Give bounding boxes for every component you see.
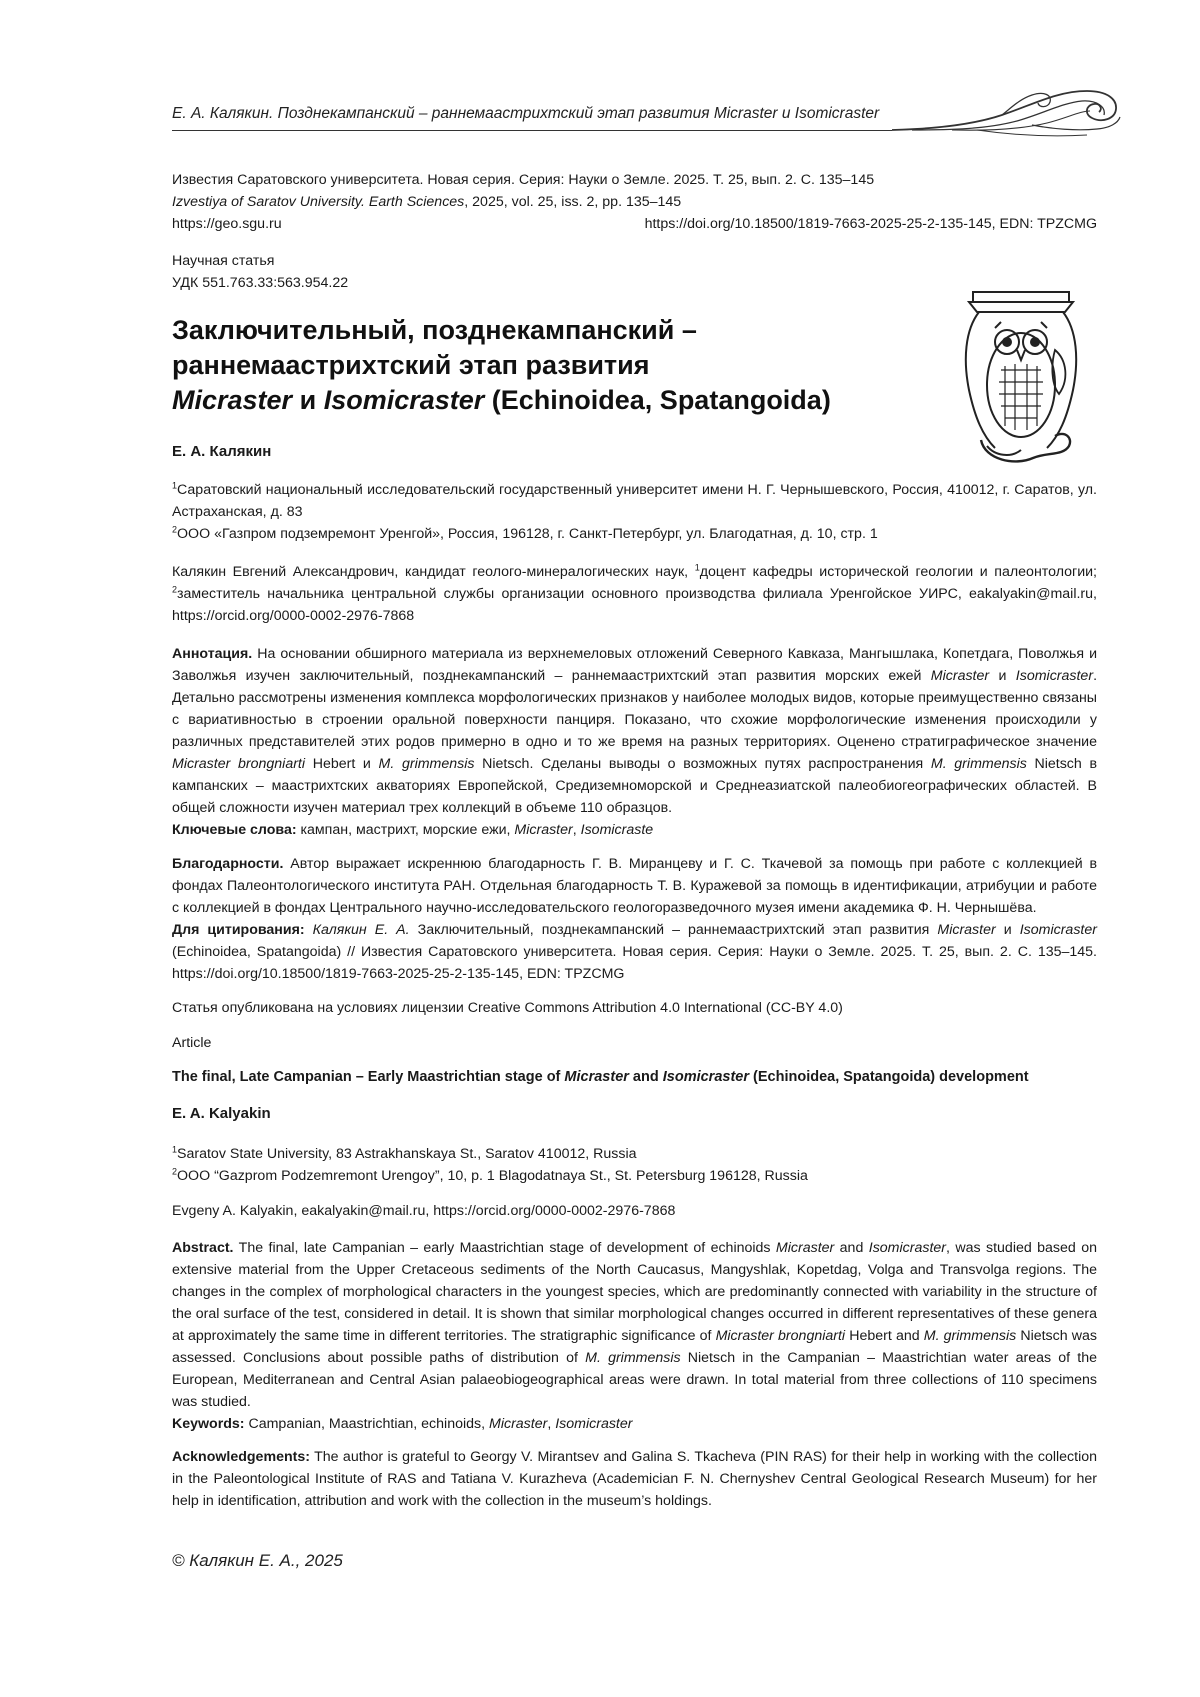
affiliation-ru-2 bbox=[172, 523, 1097, 545]
taxon-name: M. grimmensis bbox=[585, 1350, 681, 1366]
affiliation-en-1 bbox=[172, 1143, 1097, 1165]
title-en-text: The final, Late Campanian – Early Maastrichtian stage of bbox=[172, 1069, 565, 1085]
sup-2: 2 bbox=[172, 584, 178, 595]
citation-text: Заключительный, позднекампанский – раннемаастрихтский этап развития bbox=[409, 922, 938, 938]
acknowledgements-ru bbox=[172, 853, 1097, 919]
abstract-en-text: The final, late Campanian – early Maastrichtian stage of development of echinoids bbox=[233, 1240, 776, 1256]
abstract-en-text: Hebert and bbox=[845, 1328, 924, 1344]
title-en-text: and bbox=[628, 1069, 663, 1085]
affiliations-en bbox=[172, 1143, 1097, 1187]
abstract-ru-text: На основании обширного материала из верхнемеловых отложений Северного Кавказа, Мангышлака, Копетдага, Поволжья и Заволжья изучен заключительный, позднекампанский – раннемаастрихтский этап развития морских ежей bbox=[172, 646, 1097, 684]
citation-author: Калякин Е. А. bbox=[304, 922, 410, 938]
affiliation-ru-2-text: ООО «Газпром подземремонт Уренгой», Россия, 196128, г. Санкт-Петербург, ул. Благодатная, д. 10, стр. 1 bbox=[177, 526, 878, 542]
abstract-ru-text: . Детально рассмотрены изменения комплекса морфологических признаков у наиболее молодых видов, которые преимущественно связаны с вариативностью в строении оральной поверхности панциря. Показано, что схожие морфологические изменения происходили у различных представителей этих родов примерно в одно и то же время на разных территориях. Оценено стратиграфическое значение bbox=[172, 668, 1098, 750]
article-title-en bbox=[172, 1069, 1097, 1085]
taxon-name: Micraster bbox=[489, 1416, 548, 1432]
abstract-ru-text: Hebert и bbox=[305, 756, 379, 772]
citation-ru bbox=[172, 919, 1097, 985]
sup-2: 2 bbox=[172, 524, 178, 535]
taxon-name: Micraster bbox=[775, 1240, 835, 1256]
abstract-ru-text: Nietsch в кампанских – маастрихтских акваториях Европейской, Средиземноморской и Среднеазиатской палеобиогеографических областей. В общей сложности изучен материал трех коллекций в объеме 110 образцов. bbox=[172, 756, 1097, 816]
journal-links bbox=[172, 213, 1097, 235]
citation-ru-label: Для цитирования: bbox=[172, 922, 305, 938]
swirl-ornament-icon bbox=[892, 85, 1122, 141]
abstract-en-text: and bbox=[834, 1240, 869, 1256]
article-type-en: Article bbox=[172, 1035, 212, 1051]
taxon-name: M. grimmensis bbox=[378, 756, 475, 772]
ack-en-text: The author is grateful to Georgy V. Mirantsev and Galina S. Tkacheva (PIN RAS) for their help in working with the collection in the Paleontological Institute of RAS and Tatiana V. Kurazheva (Academician F. N. Chernyshev Central Geological Research Museum) for her help in identification, attribution and work with the collection in the museum’s holdings. bbox=[172, 1449, 1097, 1509]
author-info-en: Evgeny A. Kalyakin, eakalyakin@mail.ru, https://orcid.org/0000-0002-2976-7868 bbox=[172, 1203, 676, 1219]
sup-2: 2 bbox=[172, 1166, 178, 1177]
author-en: E. A. Kalyakin bbox=[172, 1105, 271, 1122]
taxon-name: Micraster bbox=[564, 1069, 629, 1085]
author-info-ru bbox=[172, 561, 1097, 627]
taxon-name: Micraster brongniarti bbox=[172, 756, 306, 772]
license-ru: Статья опубликована на условиях лицензии Creative Commons Attribution 4.0 International (CC-BY 4.0) bbox=[172, 1000, 843, 1016]
title-line-3 bbox=[172, 383, 892, 418]
keywords-en-text: Campanian, Maastrichtian, echinoids, bbox=[244, 1416, 489, 1432]
title-taxon-tail: (Echinoidea, Spatangoida) bbox=[484, 385, 831, 415]
ack-en-label: Acknowledgements: bbox=[172, 1449, 310, 1465]
keywords-ru-text: кампан, мастрихт, морские ежи, bbox=[296, 822, 515, 838]
title-conjunction: и bbox=[292, 385, 324, 415]
affiliation-en-1-text: Saratov State University, 83 Astrakhanskaya St., Saratov 410012, Russia bbox=[177, 1146, 637, 1162]
taxon-name: Isomicraster bbox=[1015, 668, 1094, 684]
abstract-en-label: Abstract. bbox=[172, 1240, 234, 1256]
journal-volume-en: , 2025, vol. 25, iss. 2, pp. 135–145 bbox=[464, 194, 682, 210]
doi-link[interactable]: https://doi.org/10.18500/1819-7663-2025-25-2-135-145, EDN: TPZCMG bbox=[644, 216, 1097, 232]
author-info-ru-part1: Калякин Евгений Александрович, кандидат геолого-минералогических наук, bbox=[172, 564, 695, 580]
article-meta bbox=[172, 250, 1097, 294]
ack-ru-text: Автор выражает искреннюю благодарность Г. В. Миранцеву и Г. С. Ткачевой за помощь при работе с коллекцией в фондах Палеонтологического института РАН. Отдельная благодарность Т. В. Куражевой за помощь в идентификации, атрибуции и работе с коллекцией в фондах Центрального научно-исследовательского геологоразведочного музея имени академика Ф. Н. Чернышёва. bbox=[172, 856, 1097, 916]
abstract-ru-text: и bbox=[989, 668, 1016, 684]
running-header bbox=[172, 103, 1122, 143]
owl-emblem-icon bbox=[955, 290, 1087, 468]
abstract-ru-text: Nietsch. Сделаны выводы о возможных путях распространения bbox=[474, 756, 931, 772]
journal-line-ru: Известия Саратовского университета. Новая серия. Серия: Науки о Земле. 2025. Т. 25, вып. 2. С. 135–145 bbox=[172, 172, 875, 188]
running-header-rule bbox=[172, 130, 892, 131]
journal-site-link[interactable]: https://geo.sgu.ru bbox=[172, 216, 282, 232]
sup-1: 1 bbox=[694, 562, 700, 573]
taxon-name: M. grimmensis bbox=[923, 1328, 1017, 1344]
affiliation-en-2-text: OOO “Gazprom Podzemremont Urengoy”, 10, p. 1 Blagodatnaya St., St. Petersburg 196128, Russia bbox=[177, 1168, 808, 1184]
taxon-name: Isomicraste bbox=[580, 822, 654, 838]
taxon-name: Micraster bbox=[930, 668, 990, 684]
abstract-ru bbox=[172, 643, 1097, 819]
taxon-name: Isomicraster bbox=[868, 1240, 947, 1256]
taxon-name: Micraster bbox=[514, 822, 573, 838]
keywords-separator: , bbox=[547, 1416, 556, 1432]
author-info-ru-part3: заместитель начальника центральной службы организации основного производства филиала Уренгойское УИРС, eakalyakin@mail.ru, https://orcid.org/0000-0002-2976-7868 bbox=[172, 586, 1097, 624]
udk-code: УДК 551.763.33:563.954.22 bbox=[172, 275, 349, 291]
keywords-separator: , bbox=[572, 822, 581, 838]
abstract-en bbox=[172, 1237, 1097, 1413]
taxon-name: Isomicraster bbox=[662, 1069, 749, 1085]
title-genus-isomicraster: Isomicraster bbox=[323, 385, 485, 415]
citation-text: и bbox=[995, 922, 1020, 938]
article-type-ru: Научная статья bbox=[172, 253, 275, 269]
abstract-ru-label: Аннотация. bbox=[172, 646, 253, 662]
author-info-ru-part2: доцент кафедры исторической геологии и палеонтологии; bbox=[699, 564, 1097, 580]
title-line-1: Заключительный, позднекампанский – bbox=[172, 315, 697, 345]
ack-ru-label: Благодарности. bbox=[172, 856, 284, 872]
abstract-en-text: , was studied based on extensive material from the Upper Cretaceous sediments of the North Caucasus, Mangyshlak, Kopetdag, Volga and Transvolga regions. The changes in the complex of morphological characters in the youngest species, which are predominantly connected with variability in the structure of the oral surface of the test, considered in detail. It is shown that similar morphological changes occurred in different representatives of these genera at approximately the same time in different territories. The stratigraphic significance of bbox=[172, 1240, 1097, 1344]
title-genus-micraster: Micraster bbox=[172, 385, 293, 415]
keywords-ru bbox=[172, 819, 1097, 841]
author-ru: Е. А. Калякин bbox=[172, 443, 272, 460]
taxon-name: Micraster brongniarti bbox=[715, 1328, 846, 1344]
taxon-name: Micraster bbox=[937, 922, 996, 938]
abstract-en-text: Nietsch was assessed. Conclusions about possible paths of distribution of bbox=[172, 1328, 1098, 1366]
citation-text: (Echinoidea, Spatangoida) // Известия Саратовского университета. Новая серия. Серия: Науки о Земле. 2025. Т. 25, вып. 2. С. 135–145. https://doi.org/10.18500/1819-7663-2025-25-2-135-145, EDN: TPZCMG bbox=[172, 944, 1097, 982]
affiliation-en-2 bbox=[172, 1165, 1097, 1187]
journal-title-en: Izvestiya of Saratov University. Earth Sciences bbox=[172, 194, 465, 210]
title-line-2: раннемаастрихтский этап развития bbox=[172, 350, 650, 380]
taxon-name: Isomicraster bbox=[1019, 922, 1097, 938]
keywords-ru-label: Ключевые слова: bbox=[172, 822, 297, 838]
sup-1: 1 bbox=[172, 480, 178, 491]
sup-1: 1 bbox=[172, 1144, 178, 1155]
taxon-name: M. grimmensis bbox=[930, 756, 1027, 772]
affiliation-ru-1-text: Саратовский национальный исследовательский государственный университет имени Н. Г. Чернышевского, Россия, 410012, г. Саратов, ул. Астраханская, д. 83 bbox=[172, 482, 1097, 520]
running-header-text: Е. А. Калякин. Позднекампанский – раннемаастрихтский этап развития Micraster и Isomicraster bbox=[172, 105, 880, 122]
article-title-ru bbox=[172, 313, 892, 418]
title-en-text: (Echinoidea, Spatangoida) development bbox=[749, 1069, 1029, 1085]
abstract-en-text: Nietsch in the Campanian – Maastrichtian water areas of the European, Mediterranean and Central Asian palaeobiogeographical areas were drawn. In total material from three collections of 110 specimens was studied. bbox=[172, 1350, 1098, 1410]
taxon-name: Isomicraster bbox=[555, 1416, 633, 1432]
keywords-en-label: Keywords: bbox=[172, 1416, 245, 1432]
affiliations-ru bbox=[172, 479, 1097, 545]
copyright-line: © Калякин Е. А., 2025 bbox=[172, 1551, 343, 1570]
keywords-en bbox=[172, 1413, 1097, 1435]
affiliation-ru-1 bbox=[172, 479, 1097, 523]
acknowledgements-en bbox=[172, 1446, 1097, 1512]
journal-info bbox=[172, 169, 1097, 235]
journal-line-en bbox=[172, 191, 1097, 213]
